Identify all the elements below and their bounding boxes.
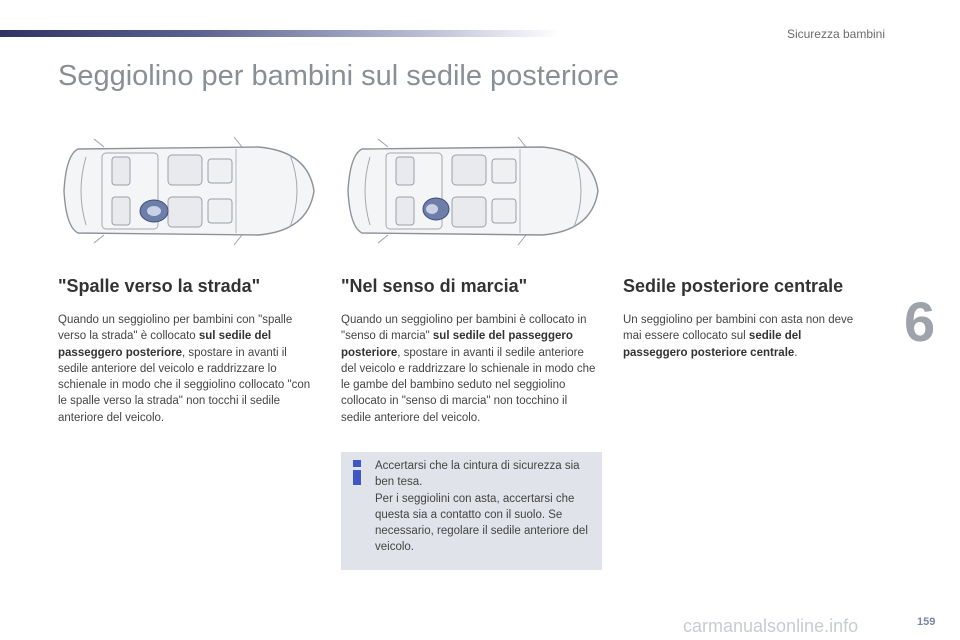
page-number: 159 bbox=[917, 616, 936, 628]
car-topview-forward-facing-illustration bbox=[342, 135, 604, 247]
header-gradient-bar bbox=[0, 30, 560, 37]
car-diagram-rear-facing bbox=[58, 135, 320, 247]
info-icon bbox=[352, 460, 362, 484]
info-text bbox=[375, 458, 595, 556]
section-label: Sicurezza bambini bbox=[786, 27, 885, 41]
body-text: Un seggiolino per bambini con asta non deve mai essere collocato sul bbox=[623, 314, 854, 343]
body-text: Quando un seggiolino per bambini è collocato in "senso di marcia" bbox=[341, 314, 587, 343]
info-box bbox=[341, 452, 602, 570]
body-bold-text: sedile del passeggero posteriore centrale bbox=[623, 330, 802, 359]
watermark-text: carmanualsonline.info bbox=[683, 616, 859, 636]
info-line: Per i seggiolini con asta, accertarsi che questa sia a contatto con il suolo. Se necessario, regolare il sedile anteriore del veicolo. bbox=[375, 492, 588, 554]
page-title: Seggiolino per bambini sul sedile posteriore bbox=[58, 60, 619, 92]
body-text: , spostare in avanti il sedile anteriore del veicolo e raddrizzare lo schienale in modo che le gambe del bambino seduto nel seggiolino collocato in "senso di marcia" non tocchino il sedile anteriore del veicolo. bbox=[341, 346, 596, 424]
body-bold-text: sul sedile del passeggero posteriore bbox=[58, 330, 272, 359]
car-topview-rear-facing-illustration bbox=[58, 135, 320, 247]
column-body bbox=[623, 312, 863, 361]
info-line: Accertarsi che la cintura di sicurezza sia ben tesa. bbox=[375, 460, 580, 489]
column-heading: "Nel senso di marcia" bbox=[341, 276, 528, 296]
column-heading: Sedile posteriore centrale bbox=[623, 276, 844, 296]
column-body bbox=[58, 312, 316, 426]
body-text: Quando un seggiolino per bambini con "spalle verso la strada" è collocato bbox=[58, 314, 293, 343]
column-rear-facing bbox=[58, 276, 316, 426]
body-bold-text: sul sedile del passeggero posteriore bbox=[341, 330, 573, 359]
chapter-number: 6 bbox=[904, 290, 936, 353]
body-text: . bbox=[794, 346, 798, 359]
column-rear-center bbox=[623, 276, 863, 361]
body-text: , spostare in avanti il sedile anteriore del veicolo e raddrizzare lo schienale in modo che il seggiolino collocato "con le spalle verso la strada" non tocchi il sedile anteriore del veicolo. bbox=[58, 346, 311, 424]
column-heading: "Spalle verso la strada" bbox=[58, 276, 261, 296]
column-forward-facing bbox=[341, 276, 599, 426]
car-diagram-forward-facing bbox=[342, 135, 604, 247]
column-body bbox=[341, 312, 599, 426]
